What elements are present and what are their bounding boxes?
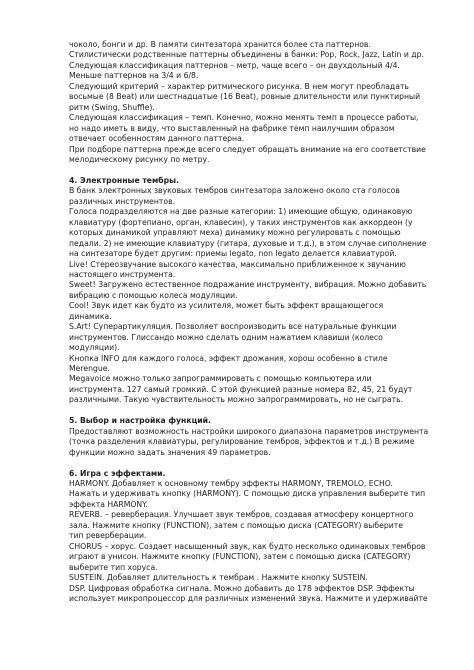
- text-line: эффекта HARMONY.: [69, 499, 148, 509]
- text-line: модуляции).: [69, 343, 120, 353]
- text-line: педали. 2) не имеющие клавиатуру (гитара, духовые и т.д.), в этом случае сиполнение: [69, 238, 427, 248]
- section-heading: 4. Электронные тембры.: [69, 175, 180, 185]
- text-line: S.Art! Суперартикуляция. Позволяет воспроизводить все натуральные функции: [69, 322, 397, 332]
- text-line: Голоса подразделяются на две разные категории: 1) имеющие общую, одинаковую: [69, 207, 413, 217]
- text-line: тип реверберации.: [69, 531, 147, 541]
- text-line: выберите тип хоруса.: [69, 562, 158, 572]
- text-line: функции можно задать значения 49 параметров.: [69, 447, 271, 457]
- text-line: Cool! Звук идет как будто из усилителя, может быть эффект вращающегося: [69, 301, 384, 311]
- paragraph: [69, 427, 444, 458]
- text-line: HARMONY. Добавляет к основному тембру эффекты HARMONY, TREMOLO, ECHO.: [69, 478, 393, 488]
- text-line: Live! Стереозвучание высокого качества, максимально приближенное к звучанию: [69, 259, 406, 269]
- text-line: При подборе паттерна прежде всего следует обращать внимание на его соответствие: [69, 144, 426, 154]
- text-line: Merengue.: [69, 364, 110, 374]
- text-line: Предоставляют возможность настройки широкого диапазона параметров инструмента: [69, 426, 429, 436]
- text-line: использует микропроцессор для различных изменений звука. Нажмите и удерживайте: [69, 593, 428, 603]
- text-line: инструментов. Глиссандо можно сделать одним нажатием клавиши (колесо: [69, 332, 383, 342]
- text-line: различных инструментов.: [69, 196, 176, 206]
- text-line: настоящего инструмента.: [69, 269, 176, 279]
- text-line: SUSTEIN. Добавляет длительность к тембрам . Нажмите кнопку SUSTEIN.: [69, 573, 368, 583]
- text-line: DSP. Цифровая обработка сигнала. Можно добавить до 178 эффектов DSP. Эффекты: [69, 583, 415, 593]
- text-line: различными. Такую чувствительность можно запрограммировать, но не сыграть.: [69, 395, 404, 405]
- text-line: отвечает особенностям данного паттерна.: [69, 134, 245, 144]
- text-line: Megavoice можно только запрограммировать с помощью компьютера или: [69, 374, 372, 384]
- paragraph-gap: [69, 458, 444, 468]
- text-line: играют в унисон. Нажмите кнопку (FUNCTION), затем с помощью диска (CATEGORY): [69, 552, 411, 562]
- text-line: В банк электронных звуковых тембров синтезатора заложено около ста голосов: [69, 186, 400, 196]
- text-line: REVERB. – реверберация. Улучшает звук тембров, создавая атмосферу концертного: [69, 510, 414, 520]
- paragraph: [69, 479, 444, 604]
- text-line: клавиатуру (фортепиано, орган, клавесин), у таких инструментов как аккордеон (у: [69, 217, 413, 227]
- text-line: ритм (Swing, Shuffle).: [69, 102, 155, 112]
- text-line: Sweet! Загружено естественное подражание инструменту, вибрация. Можно добавить: [69, 280, 427, 290]
- text-line: Нажать и удерживать кнопку (HARMONY). С помощью диска управления выберите тип: [69, 489, 426, 499]
- text-line: но надо иметь в виду, что выставленный на фабрике темп наилучшим образом: [69, 123, 395, 133]
- text-line: Стилистически родственные паттерны объединены в банки: Pop, Rock, Jazz, Latin и др.: [69, 50, 424, 60]
- text-line: вибрацию с помощью колеса модуляции.: [69, 290, 238, 300]
- paragraph: [69, 186, 444, 406]
- text-line: Кнопка INFO для каждого голоса, эффект дрожания, хорош особенно в стиле: [69, 353, 388, 363]
- text-line: Меньше паттернов на 3/4 и 6/8.: [69, 71, 199, 81]
- paragraph-gap: [69, 406, 444, 416]
- text-line: Следующий критерий – характер ритмического рисунка. В нем могут преобладать: [69, 81, 409, 91]
- text-line: CHORUS – хорус. Создает насыщенный звук, как будто несколько одинаковых тембров: [69, 541, 426, 551]
- text-line: на синтезаторе будет другим: приемы legato, non legato делается клавиатурой.: [69, 249, 397, 259]
- paragraph-gap: [69, 165, 444, 175]
- text-line: инструмента. 127 самый громкий. С этой функцией разные номера 82, 45, 21 будут: [69, 384, 413, 394]
- text-line: восьмые (8 Beat) или шестнадцатые (16 Beat), ровные длительности или пунктирный: [69, 92, 421, 102]
- text-line: чоколо, бонги и др. В памяти синтезатора хранится более ста паттернов.: [69, 40, 371, 49]
- text-line: мелодическому рисунку по метру.: [69, 154, 210, 164]
- section-heading: 6. Игра с эффектами.: [69, 468, 166, 478]
- paragraph: [69, 40, 444, 165]
- text-line: Следующая классификация – темп. Конечно, можно менять темп в процессе работы,: [69, 113, 419, 123]
- text-line: которых динамикой управляют меха) динамику можно регулировать с помощью: [69, 228, 401, 238]
- text-line: (точка разделения клавиатуры, регулирование тембров, эффектов и т.д.) В режиме: [69, 437, 415, 447]
- text-line: Следующая классификация паттернов – метр, чаще всего – он двухдольный 4/4.: [69, 60, 400, 70]
- section-heading: 5. Выбор и настройка функций.: [69, 416, 211, 426]
- text-line: динамика.: [69, 311, 112, 321]
- text-line: зала. Нажмите кнопку (FUNCTION), затем с помощью диска (CATEGORY) выберите: [69, 520, 403, 530]
